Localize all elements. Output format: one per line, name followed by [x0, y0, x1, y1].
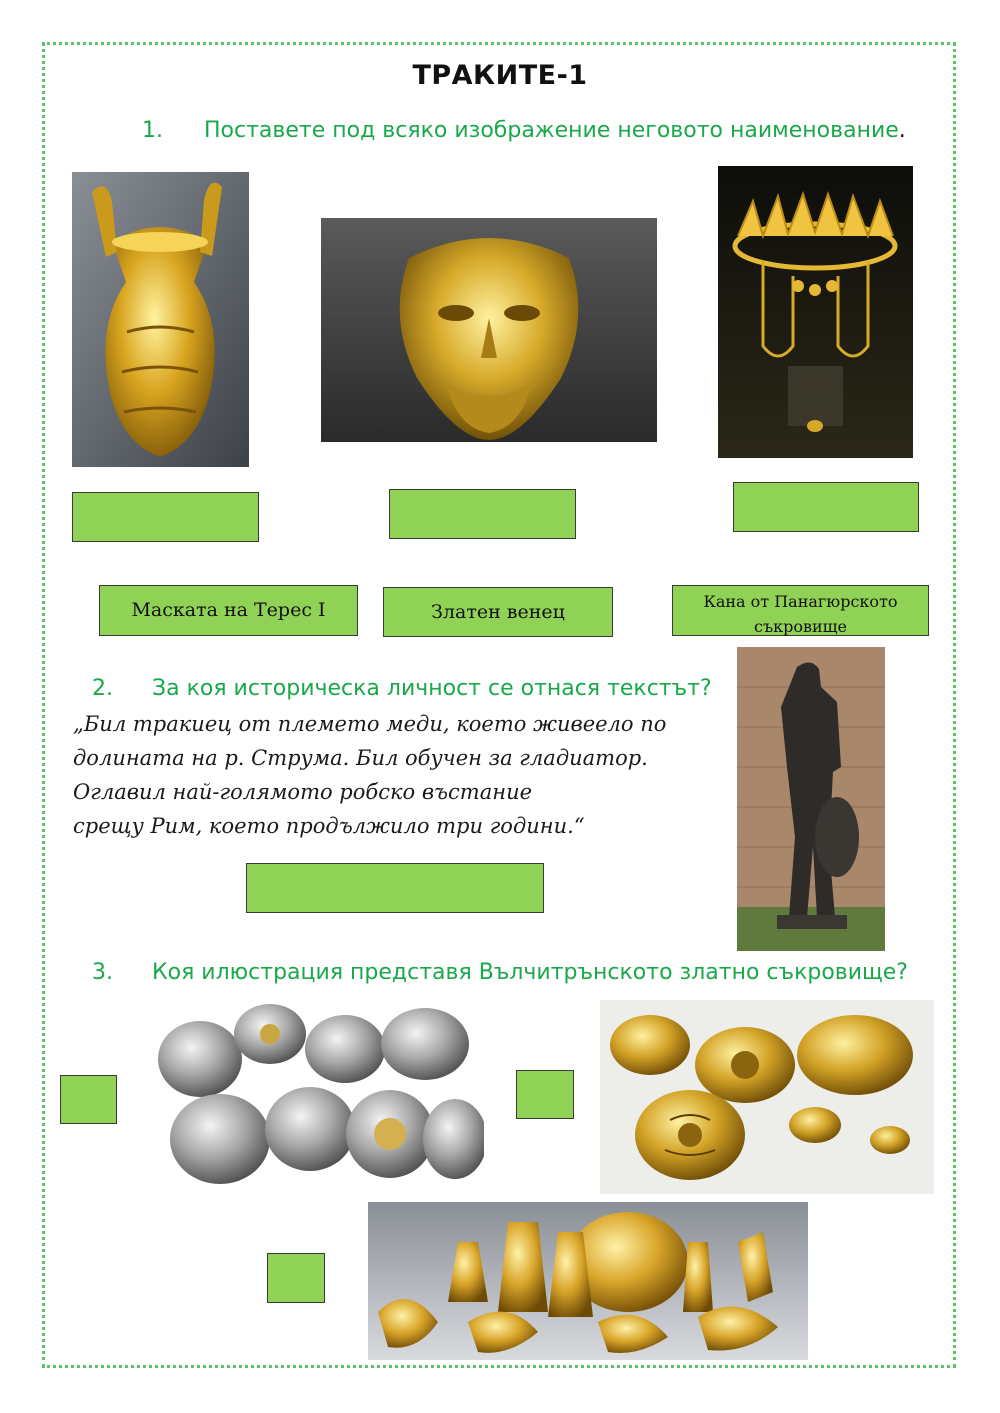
- question-3-text: Коя илюстрация представя Вълчитрънското златно съкровище?: [152, 960, 908, 985]
- panagyurishte-treasure-image: [368, 1202, 808, 1360]
- question-2: [92, 676, 712, 701]
- select-box-silver-treasure[interactable]: [60, 1075, 117, 1124]
- question-2-number: 2.: [92, 676, 113, 701]
- quote-line: „Бил тракиец от племето меди, което живеело по: [73, 712, 667, 736]
- answer-box-wreath[interactable]: [733, 482, 919, 532]
- question-1-number: 1.: [142, 118, 163, 143]
- answer-box-person[interactable]: [246, 863, 544, 913]
- answer-box-jug[interactable]: [72, 492, 259, 542]
- question-1-text: Поставете под всяко изображение неговото наименование: [204, 118, 899, 143]
- question-3-number: 3.: [92, 960, 113, 985]
- answer-box-mask[interactable]: [389, 489, 576, 539]
- quote-text: [73, 707, 666, 843]
- question-3: [92, 960, 908, 985]
- question-1: [142, 118, 906, 143]
- silver-treasure-image: [150, 999, 484, 1194]
- golden-mask-image: [321, 218, 657, 442]
- label-golden-wreath[interactable]: Златен венец: [383, 587, 613, 637]
- golden-jug-image: [72, 172, 249, 467]
- quote-line: Оглавил най-голямото робско въстание: [73, 780, 533, 804]
- golden-wreath-image: [718, 166, 913, 458]
- question-2-text: За коя историческа личност се отнася текстът?: [152, 676, 712, 701]
- quote-line: долината на р. Струма. Бил обучен за гладиатор.: [73, 746, 648, 770]
- quote-line: срещу Рим, което продължило три години.“: [73, 814, 585, 838]
- question-1-period: .: [898, 118, 906, 143]
- page-title: ТРАКИТЕ-1: [412, 60, 588, 91]
- select-box-gold-disks-treasure[interactable]: [516, 1070, 574, 1119]
- label-teres-mask[interactable]: Маската на Терес I: [99, 585, 358, 636]
- spartacus-statue-image: [737, 647, 885, 951]
- select-box-panagyurishte-treasure[interactable]: [267, 1253, 325, 1303]
- gold-disks-treasure-image: [600, 1000, 934, 1194]
- label-panagyurishte-jug[interactable]: Кана от Панагюрското съкровище: [672, 585, 929, 636]
